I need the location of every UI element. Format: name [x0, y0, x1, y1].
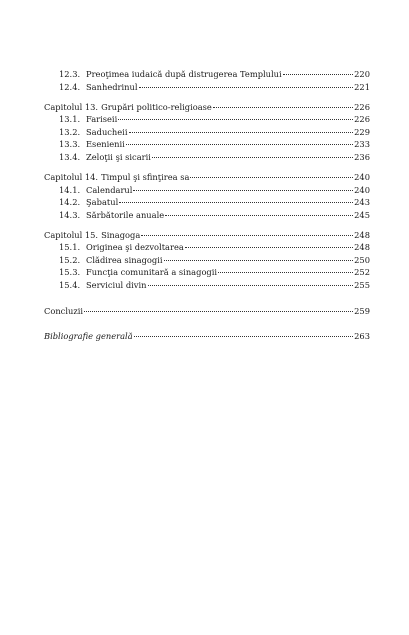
toc-page-number: 250 — [354, 254, 370, 265]
dot-leader — [218, 272, 353, 273]
toc-entry-title: Fariseii — [86, 114, 118, 125]
toc-entry-title: Funcţia comunitară a sinagogii — [86, 267, 218, 278]
dot-leader — [118, 119, 353, 120]
dot-leader — [133, 190, 353, 191]
toc-entry-number: Capitolul 13. — [44, 101, 99, 112]
dot-leader — [213, 107, 353, 108]
toc-entry-number: Capitolul 14. — [44, 171, 99, 182]
toc-section-entry[interactable] — [44, 113, 370, 126]
toc-entry-number: 15.1. — [59, 242, 81, 253]
toc-entry-title: Concluzii — [44, 305, 84, 316]
toc-entry-number: 13.1. — [59, 114, 81, 125]
toc-page-number: 236 — [354, 151, 370, 162]
toc-page-number: 248 — [354, 229, 370, 240]
toc-entry-title: Preoţimea iudaică după distrugerea Templului — [86, 69, 282, 79]
toc-page-number: 243 — [354, 197, 370, 208]
block-spacer — [44, 164, 370, 171]
toc-page-number: 252 — [354, 267, 370, 278]
toc-entry-title: Esenienii — [86, 139, 125, 150]
toc-entry-number: 13.2. — [59, 126, 81, 137]
toc-entry-title: Timpul şi sfinţirea sa — [101, 171, 190, 182]
dot-leader — [129, 132, 354, 133]
dot-leader — [126, 144, 353, 145]
dot-leader — [84, 311, 353, 312]
toc-entry-title: Serviciul divin — [86, 280, 147, 291]
dot-leader — [190, 177, 353, 178]
toc-entry-number: 13.3. — [59, 139, 81, 150]
toc-page-number: 240 — [354, 184, 370, 195]
toc-entry-title: Sinagoga — [101, 229, 141, 240]
dot-leader — [139, 87, 354, 88]
toc-section-entry[interactable] — [44, 138, 370, 151]
toc-entry-number: 12.3. — [59, 69, 81, 79]
toc-entry-title: Clădirea sinagogii — [86, 254, 163, 265]
toc-entry-number: Capitolul 15. — [44, 229, 99, 240]
toc-page-number: 226 — [354, 101, 370, 112]
dot-leader — [283, 74, 353, 75]
toc-section-entry[interactable] — [44, 254, 370, 267]
toc-entry-number: 14.2. — [59, 197, 81, 208]
dot-leader — [164, 260, 354, 261]
toc-section-entry[interactable] — [44, 209, 370, 222]
dot-leader — [119, 202, 353, 203]
toc-page-number: 220 — [354, 69, 370, 79]
table-of-contents — [44, 68, 370, 343]
toc-entry-number: 13.4. — [59, 151, 81, 162]
toc-chapter-entry[interactable] — [44, 101, 370, 114]
toc-entry-title: Saducheii — [86, 126, 128, 137]
dot-leader — [185, 247, 353, 248]
toc-page-number: 259 — [354, 305, 370, 316]
toc-page-number: 233 — [354, 139, 370, 150]
toc-entry-title: Originea şi dezvoltarea — [86, 242, 184, 253]
toc-section-entry[interactable] — [44, 196, 370, 209]
toc-entry-title: Bibliografie generală — [44, 331, 133, 342]
toc-page-number: 255 — [354, 280, 370, 291]
block-spacer — [44, 317, 370, 330]
dot-leader — [148, 285, 354, 286]
toc-entry-title: Sărbătorile anuale — [86, 209, 165, 220]
dot-leader — [152, 157, 353, 158]
toc-section-entry[interactable] — [44, 68, 370, 81]
toc-page-number: 245 — [354, 209, 370, 220]
toc-entry-number: 15.2. — [59, 254, 81, 265]
toc-section-entry[interactable] — [44, 81, 370, 94]
toc-section-entry[interactable] — [44, 151, 370, 164]
toc-entry-number: 14.1. — [59, 184, 81, 195]
dot-leader — [165, 215, 353, 216]
toc-entry-number: 15.4. — [59, 280, 81, 291]
toc-entry-title: Sanhedrinul — [86, 81, 138, 92]
dot-leader — [141, 235, 353, 236]
toc-page-number: 226 — [354, 114, 370, 125]
toc-entry-title: Calendarul — [86, 184, 133, 195]
toc-entry-number: 12.4. — [59, 81, 81, 92]
toc-entry-number: 14.3. — [59, 209, 81, 220]
toc-page-number: 221 — [354, 81, 370, 92]
toc-entry-title: Grupări politico-religioase — [101, 101, 212, 112]
toc-entry-title: Zeloţii şi sicarii — [86, 151, 151, 162]
toc-page-number: 263 — [354, 331, 370, 342]
toc-section-entry[interactable] — [44, 266, 370, 279]
toc-chapter-entry[interactable] — [44, 171, 370, 184]
toc-section-entry[interactable] — [44, 184, 370, 197]
toc-section-entry[interactable] — [44, 241, 370, 254]
toc-page-number: 240 — [354, 171, 370, 182]
dot-leader — [134, 336, 353, 337]
toc-section-entry[interactable] — [44, 279, 370, 292]
toc-section-entry[interactable] — [44, 126, 370, 139]
toc-chapter-entry[interactable] — [44, 229, 370, 242]
toc-entry-title: Şabatul — [86, 197, 119, 208]
toc-page-number: 229 — [354, 126, 370, 137]
toc-entry[interactable] — [44, 330, 370, 343]
toc-entry-number: 15.3. — [59, 267, 81, 278]
block-spacer — [44, 93, 370, 100]
block-spacer — [44, 221, 370, 228]
block-spacer — [44, 292, 370, 305]
toc-entry[interactable] — [44, 305, 370, 318]
toc-page-number: 248 — [354, 242, 370, 253]
